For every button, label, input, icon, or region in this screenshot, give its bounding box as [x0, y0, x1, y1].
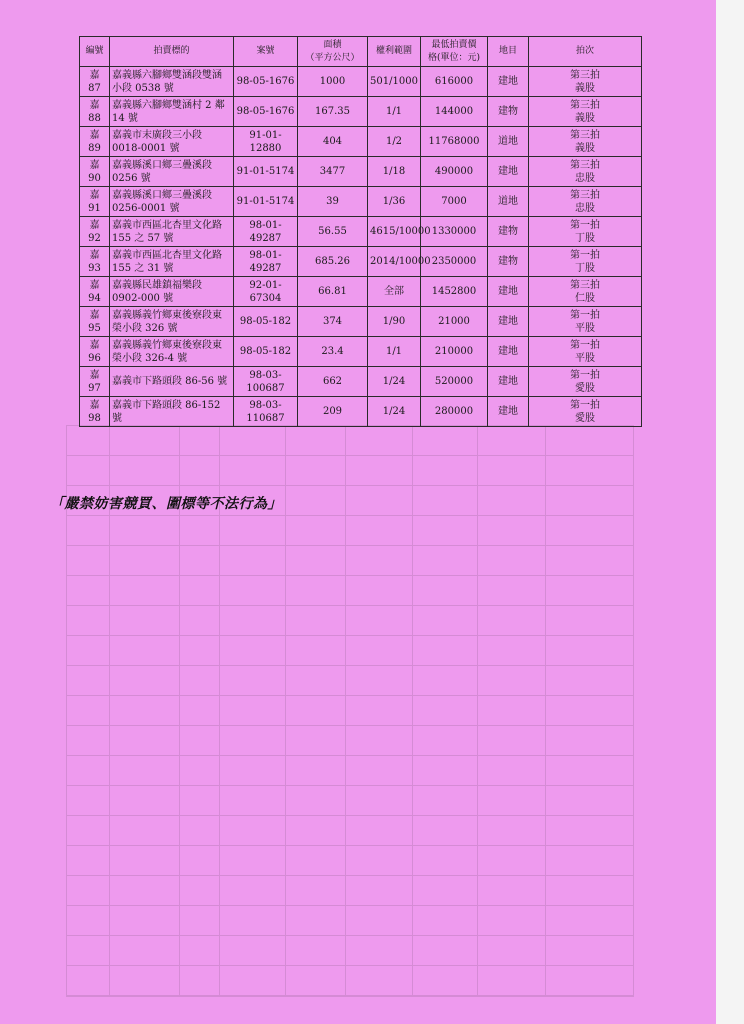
row-rights: 1/36	[368, 187, 421, 217]
row-area: 3477	[298, 157, 368, 187]
row-rights: 4615/10000	[368, 217, 421, 247]
table-body	[80, 67, 642, 427]
header-no: 編號	[80, 37, 110, 67]
row-case: 98-01-49287	[234, 217, 298, 247]
table-row	[80, 277, 642, 307]
row-price: 11768000	[421, 127, 488, 157]
table-row	[80, 307, 642, 337]
row-no: 嘉 89	[80, 127, 110, 157]
row-area: 374	[298, 307, 368, 337]
row-price: 2350000	[421, 247, 488, 277]
auction-table	[79, 36, 642, 427]
row-land-use: 建物	[488, 97, 529, 127]
row-round: 第一拍 愛股	[529, 397, 642, 427]
row-rights: 1/1	[368, 337, 421, 367]
row-price: 490000	[421, 157, 488, 187]
row-no: 嘉 92	[80, 217, 110, 247]
row-land-use: 建地	[488, 367, 529, 397]
row-rights: 1/2	[368, 127, 421, 157]
table-row	[80, 127, 642, 157]
row-price: 1330000	[421, 217, 488, 247]
table-row	[80, 97, 642, 127]
table-row	[80, 247, 642, 277]
row-round: 第三拍 義股	[529, 97, 642, 127]
row-no: 嘉 91	[80, 187, 110, 217]
row-land-use: 建地	[488, 277, 529, 307]
row-area: 23.4	[298, 337, 368, 367]
row-land-use: 建物	[488, 247, 529, 277]
row-area: 167.35	[298, 97, 368, 127]
header-round: 拍次	[529, 37, 642, 67]
table-row	[80, 67, 642, 97]
row-rights: 全部	[368, 277, 421, 307]
row-no: 嘉 98	[80, 397, 110, 427]
row-area: 1000	[298, 67, 368, 97]
table-row	[80, 157, 642, 187]
row-no: 嘉 88	[80, 97, 110, 127]
row-case: 91-01-12880	[234, 127, 298, 157]
row-area: 56.55	[298, 217, 368, 247]
table-row	[80, 187, 642, 217]
row-no: 嘉 87	[80, 67, 110, 97]
row-area: 404	[298, 127, 368, 157]
row-land-use: 建物	[488, 217, 529, 247]
row-target: 嘉義縣溪口鄉三疊溪段 0256 號	[110, 157, 234, 187]
row-case: 91-01-5174	[234, 157, 298, 187]
row-no: 嘉 94	[80, 277, 110, 307]
row-price: 210000	[421, 337, 488, 367]
row-case: 98-03-100687	[234, 367, 298, 397]
row-area: 662	[298, 367, 368, 397]
row-land-use: 道地	[488, 187, 529, 217]
row-round: 第三拍 仁股	[529, 277, 642, 307]
row-price: 21000	[421, 307, 488, 337]
row-rights: 501/1000	[368, 67, 421, 97]
row-rights: 1/1	[368, 97, 421, 127]
row-round: 第三拍 義股	[529, 127, 642, 157]
row-target: 嘉義縣溪口鄉三疊溪段 0256-0001 號	[110, 187, 234, 217]
row-rights: 1/18	[368, 157, 421, 187]
row-area: 209	[298, 397, 368, 427]
row-case: 98-05-1676	[234, 97, 298, 127]
row-price: 1452800	[421, 277, 488, 307]
row-price: 616000	[421, 67, 488, 97]
row-case: 98-05-182	[234, 307, 298, 337]
header-price: 最低拍賣價 格(單位：元)	[421, 37, 488, 67]
row-area: 685.26	[298, 247, 368, 277]
table-row	[80, 367, 642, 397]
row-land-use: 建地	[488, 67, 529, 97]
row-target: 嘉義市西區北杏里文化路 155 之 31 號	[110, 247, 234, 277]
row-round: 第一拍 丁股	[529, 217, 642, 247]
row-round: 第一拍 平股	[529, 307, 642, 337]
row-land-use: 道地	[488, 127, 529, 157]
table-row	[80, 217, 642, 247]
row-round: 第一拍 丁股	[529, 247, 642, 277]
row-case: 98-01-49287	[234, 247, 298, 277]
row-case: 92-01-67304	[234, 277, 298, 307]
row-target: 嘉義市西區北杏里文化路 155 之 57 號	[110, 217, 234, 247]
row-price: 520000	[421, 367, 488, 397]
row-target: 嘉義縣義竹鄉東後寮段東榮小段 326-4 號	[110, 337, 234, 367]
row-target: 嘉義市下路頭段 86-152 號	[110, 397, 234, 427]
row-rights: 1/90	[368, 307, 421, 337]
row-price: 280000	[421, 397, 488, 427]
header-case: 案號	[234, 37, 298, 67]
row-case: 98-05-1676	[234, 67, 298, 97]
row-case: 91-01-5174	[234, 187, 298, 217]
row-round: 第三拍 忠股	[529, 157, 642, 187]
row-price: 144000	[421, 97, 488, 127]
row-round: 第一拍 愛股	[529, 367, 642, 397]
row-case: 98-05-182	[234, 337, 298, 367]
row-no: 嘉 90	[80, 157, 110, 187]
header-area: 面積 （平方公尺）	[298, 37, 368, 67]
row-price: 7000	[421, 187, 488, 217]
row-no: 嘉 95	[80, 307, 110, 337]
row-area: 39	[298, 187, 368, 217]
row-target: 嘉義縣六腳鄉雙涵村 2 鄰 14 號	[110, 97, 234, 127]
row-rights: 2014/10000	[368, 247, 421, 277]
row-land-use: 建地	[488, 397, 529, 427]
row-round: 第三拍 義股	[529, 67, 642, 97]
row-case: 98-03-110687	[234, 397, 298, 427]
warning-notice: 「嚴禁妨害競買、圍標等不法行為」	[50, 496, 282, 512]
row-rights: 1/24	[368, 367, 421, 397]
table-row	[80, 337, 642, 367]
row-rights: 1/24	[368, 397, 421, 427]
row-land-use: 建地	[488, 337, 529, 367]
row-round: 第一拍 平股	[529, 337, 642, 367]
row-no: 嘉 97	[80, 367, 110, 397]
page-margin	[716, 0, 744, 1024]
row-target: 嘉義縣義竹鄉東後寮段東榮小段 326 號	[110, 307, 234, 337]
row-no: 嘉 96	[80, 337, 110, 367]
row-land-use: 建地	[488, 157, 529, 187]
row-no: 嘉 93	[80, 247, 110, 277]
header-land-use: 地目	[488, 37, 529, 67]
table-row	[80, 397, 642, 427]
row-target: 嘉義縣六腳鄉雙涵段雙涵小段 0538 號	[110, 67, 234, 97]
row-area: 66.81	[298, 277, 368, 307]
row-target: 嘉義縣民雄鎮福樂段 0902-000 號	[110, 277, 234, 307]
table-header-row	[80, 37, 642, 67]
row-target: 嘉義市下路頭段 86-56 號	[110, 367, 234, 397]
header-rights: 權利範圍	[368, 37, 421, 67]
header-target: 拍賣標的	[110, 37, 234, 67]
row-target: 嘉義市末廣段三小段 0018-0001 號	[110, 127, 234, 157]
row-land-use: 建地	[488, 307, 529, 337]
row-round: 第三拍 忠股	[529, 187, 642, 217]
